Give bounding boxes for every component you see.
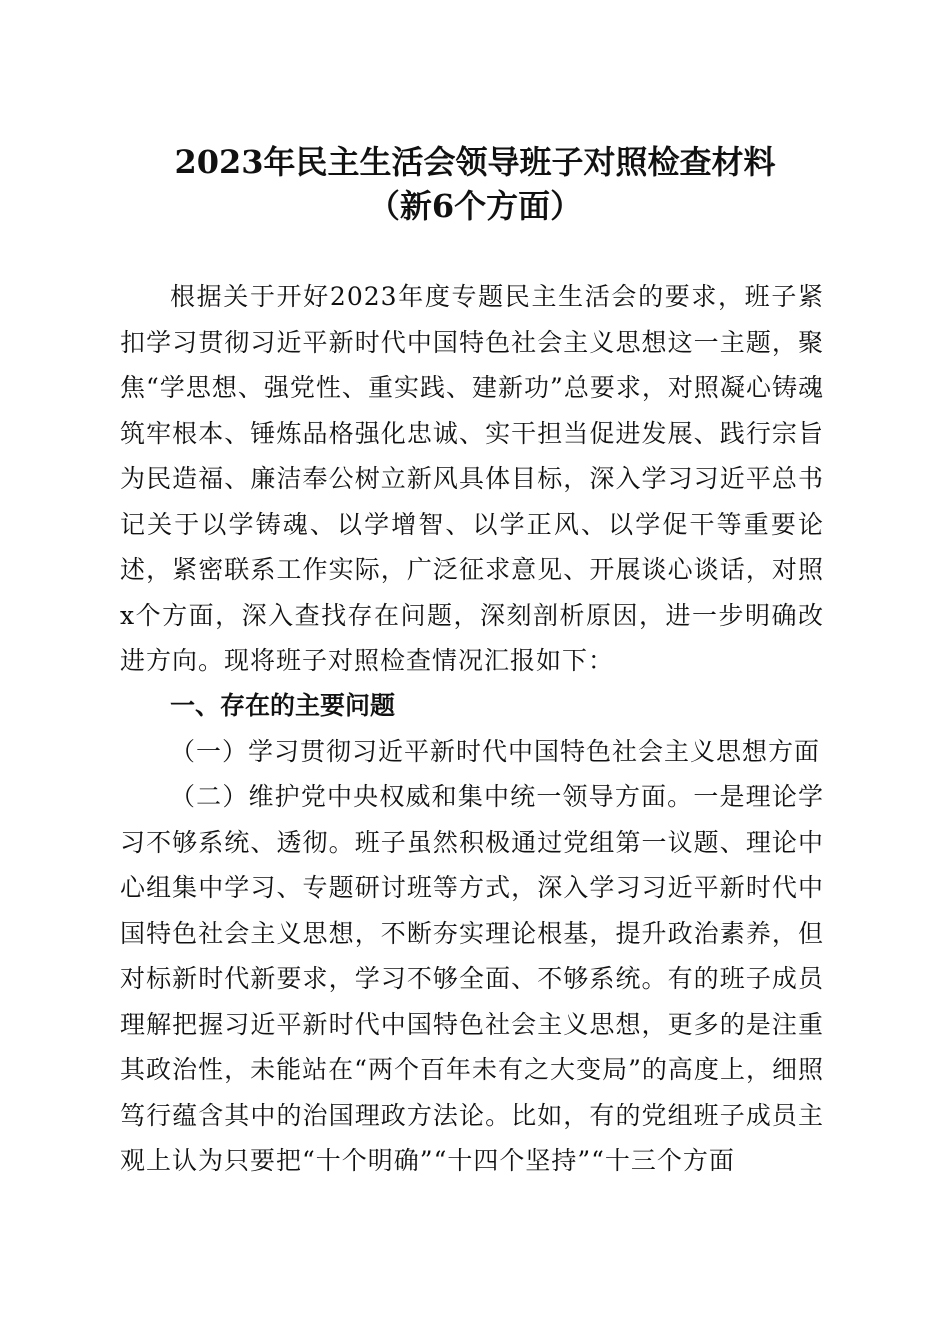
section-heading-problems: 一、存在的主要问题 (170, 691, 396, 720)
document-title-line1: 2023年民主生活会领导班子对照检查材料 (174, 143, 776, 181)
section-block (120, 683, 824, 1184)
subsection-paragraph-2: （二）维护党中央权威和集中统一领导方面。一是理论学习不够系统、透彻。班子虽然积极通过党组第一议题、理论中心组集中学习、专题研讨班等方式，深入学习习近平新时代中国特色社会主义思想，不断夯实理论根基，提升政治素养，但对标新时代新要求，学习不够全面、不够系统。有的班子成员理解把握习近平新时代中国特色社会主义思想，更多的是注重其政治性，未能站在“两个百年未有之大变局”的高度上，细照笃行蕴含其中的治国理政方法论。比如，有的党组班子成员主观上认为只要把“十个明确”“十四个坚持”“十三个方面 (120, 782, 824, 1175)
subsection-heading-1: （一）学习贯彻习近平新时代中国特色社会主义思想方面 (170, 736, 821, 766)
document-title-line2: （新6个方面） (367, 187, 583, 225)
intro-block (120, 274, 824, 684)
intro-paragraph: 根据关于开好2023年度专题民主生活会的要求，班子紧扣学习贯彻习近平新时代中国特色社会主义思想这一主题，聚焦“学思想、强党性、重实践、建新功”总要求，对照凝心铸魂筑牢根本、锤炼品格强化忠诚、实干担当促进发展、践行宗旨为民造福、廉洁奉公树立新风具体目标，深入学习习近平总书记关于以学铸魂、以学增智、以学正风、以学促干等重要论述，紧密联系工作实际，广泛征求意见、开展谈心谈话，对照x个方面，深入查找存在问题，深刻剖析原因，进一步明确改进方向。现将班子对照检查情况汇报如下： (120, 282, 824, 675)
